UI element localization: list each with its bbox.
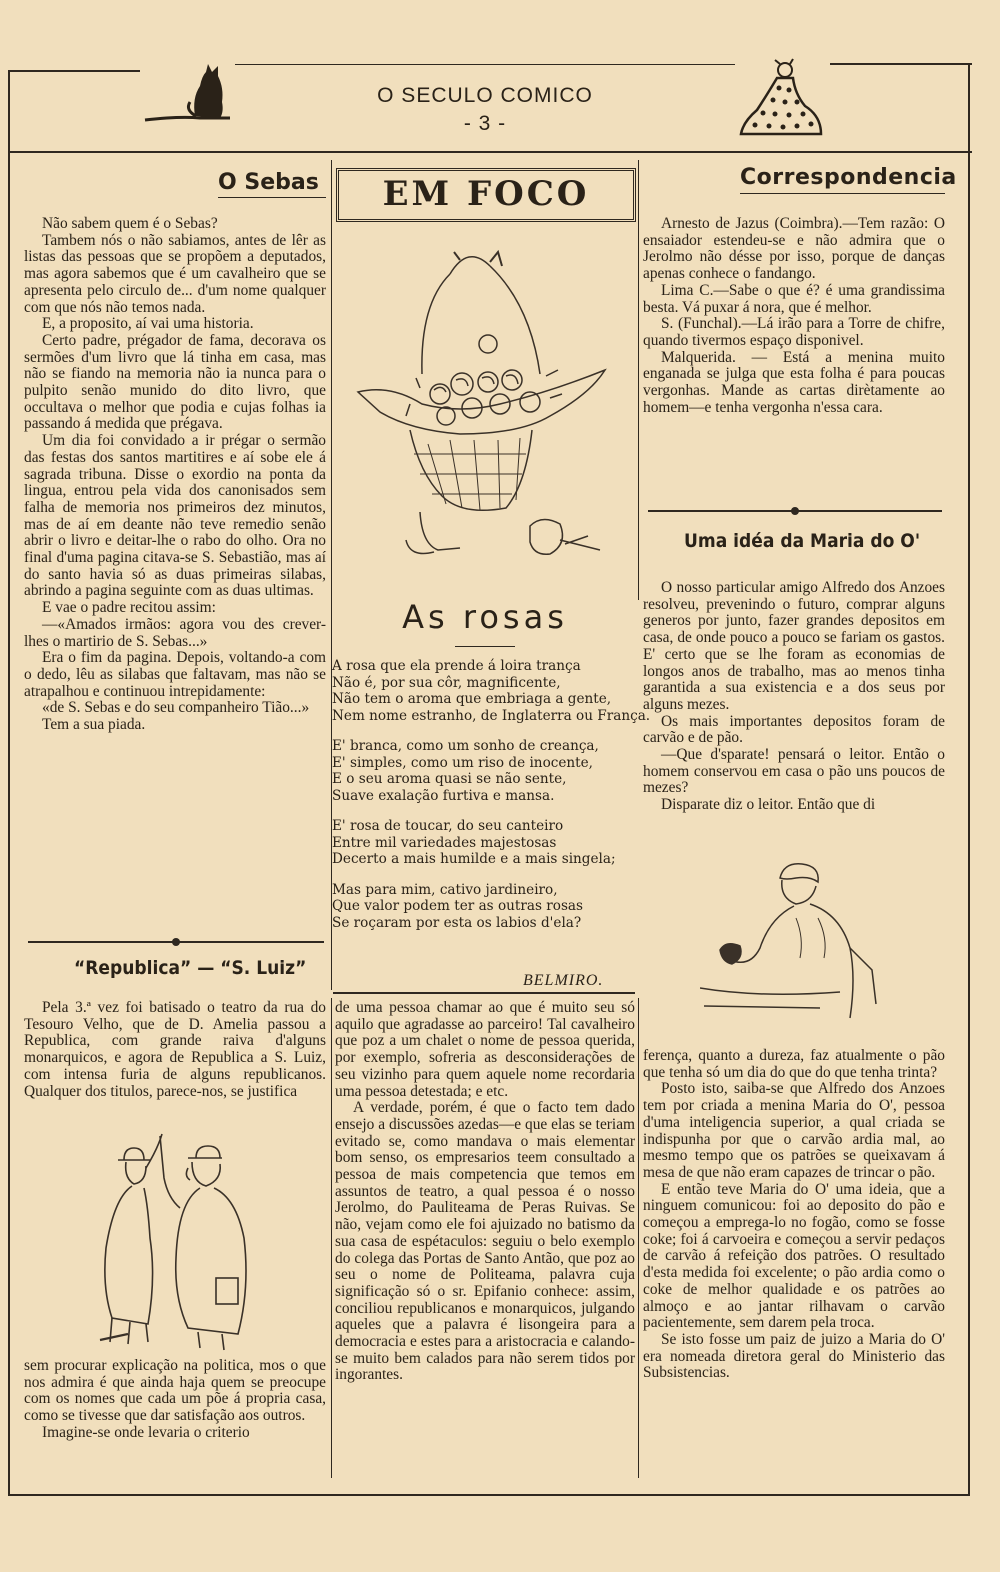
poem-line: A rosa que ela prende á loira trança (332, 658, 581, 674)
maria-paragraph: ferença, quanto a dureza, faz atualmente o pão que tenha só um dia do que do que tenha trinta? (643, 1047, 945, 1081)
correspondencia-item: S. (Funchal).—Lá irão para a Torre de chifre, quando tivermos espaço disponivel. (643, 315, 945, 349)
sebas-title-underline (218, 197, 326, 198)
maria-paragraph: E então teve Maria do O' uma ideia, que a ninguem comunicou: foi ao deposito do pão e começou a emprega-lo no fogão, como se fosse coke; foi á carvoeira e começou a servir pedaços de carvão á refeição dos patrões. O resultado d'esta medida foi excelente; o pão ardia como o coke de melhor qualidade e os patrões ao almoço e ao jantar rilhavam o carvão pacientemente, sem darem pela troca. (643, 1180, 945, 1332)
republica-paragraph: sem procurar explicação na politica, mos o que nos admira é que ainda haja quem se preocupe com os nomes que cada um põe á propria casa, como se tivesse que dar satisfação aos outros. (24, 1357, 326, 1425)
poem (332, 658, 651, 945)
masthead-title: O SECULO COMICO (377, 84, 593, 107)
sebas-paragraph: Um dia foi convidado a ir prégar o sermão das festas dos santos martitires e aí sobe ele á sagrada tribuna. Disse o exordio na ponta da lingua, entrou pela vida dos canonisados sem falha de memoria nos primeiros dez minutos, mas de aí em deante não teve remedio senão abrir o livro e deitar-lhe o rabo do olho. Ora no final d'uma pagina citava-se S. Sebastião, mas aí do santo havia só as duas primeiras silabas, abrindo a pagina seguinte com as duas ultimas. (24, 432, 326, 600)
republica-article-col2 (335, 1000, 635, 1384)
republica-article-bottom (24, 1358, 326, 1442)
page-number: - 3 - (463, 112, 507, 135)
frame-bottom (8, 1494, 970, 1496)
maria-paragraph: Disparate diz o leitor. Então que di (661, 796, 876, 814)
column-rule-2 (638, 160, 639, 600)
sebas-article (24, 216, 326, 734)
sebas-paragraph: Não sabem quem é o Sebas? (42, 215, 218, 232)
poem-line: Suave exalação furtiva e mansa. (332, 787, 555, 804)
poem-title: As rosas (402, 598, 568, 636)
header-rule-right (830, 63, 972, 65)
poem-line: Nem nome estranho, de Inglaterra ou França. (332, 707, 651, 724)
republica-title: “Republica” — “S. Luiz” (74, 957, 307, 979)
poem-line: E' rosa de toucar, do seu canteiro (332, 818, 564, 834)
republica-article-top (24, 1000, 326, 1100)
maria-article-bottom (643, 1048, 945, 1382)
correspondencia-underline (740, 193, 945, 194)
poem-line: E o seu aroma quasi se não sente, (332, 771, 567, 787)
poem-line: Que valor podem ter as outras rosas (332, 898, 584, 914)
correspondencia-item: Lima C.—Sabe o que é? é uma grandissima besta. Vá puxar á nora, que é melhor. (643, 281, 945, 316)
two-gentlemen-illustration (88, 1128, 288, 1353)
column-rule-3 (331, 998, 332, 1478)
maria-paragraph: —Que d'sparate! pensará o leitor. Então o homem conservou em casa o pão uns poucos de mezes? (643, 746, 945, 797)
masthead (330, 82, 640, 138)
maid-at-stove-illustration (700, 858, 910, 1023)
sebas-paragraph: Era o fim da pagina. Depois, voltando-a com o dedo, lêu as silabas que faltavam, mas não se atrapalhou e continuou intrepidamente: (24, 649, 326, 700)
sebas-paragraph: Certo padre, prégador de fama, decorava os sermões d'um livro que lá tinha em casa, mas não se fiando na memoria não ia nunca para o pulpito senão munido do dito livro, que occultava o melhor que podia e cujas folhas ia passando á medida que prégava. (24, 331, 326, 433)
poem-stanza (332, 738, 632, 804)
republica-paragraph: Imagine-se onde levaria o criterio (42, 1423, 250, 1441)
poem-bottom-rule (333, 992, 635, 994)
poem-line: Mas para mim, cativo jardineiro, (332, 881, 558, 898)
header-rule-middle (235, 64, 735, 65)
poem-title-rule (455, 646, 515, 647)
em-foco-title: EM FOCO (382, 174, 590, 214)
sebas-paragraph: Tem a sua piada. (42, 716, 146, 734)
poem-line: Se roçaram por esta os labios d'ela? (332, 914, 582, 931)
section-separator (648, 508, 942, 514)
section-separator (28, 939, 324, 945)
maria-paragraph: Os mais importantes depositos foram de carvão e de pão. (643, 712, 945, 747)
maria-paragraph: Posto isto, saiba-se que Alfredo dos Anzoes tem por criada a menina Maria do O', pessoa d'uma inteligencia superior, a qual criada se indispunha por que o carvão ardia mal, ao mesmo tempo que os patrões se queixavam á mesa de que não eram capazes de trincar o pão. (643, 1080, 945, 1181)
maria-title: Uma idéa da Maria do O' (684, 530, 921, 552)
poem-stanza (332, 818, 632, 868)
sebas-paragraph: E, a proposito, aí vai uma historia. (42, 315, 254, 333)
poem-line: Não tem o aroma que embriaga a gente, (332, 691, 612, 707)
sebas-title: O Sebas (218, 170, 319, 195)
rose-basket-illustration (350, 244, 620, 564)
poem-stanza (332, 658, 651, 724)
poem-line: E' simples, como um riso de inocente, (332, 754, 593, 771)
polka-dot-figure-icon (735, 58, 830, 140)
poem-line: Decerto a mais humilde e a mais singela; (332, 851, 616, 867)
sebas-paragraph: —«Amados irmãos: agora vou des crever-lhes o martirio de S. Sebas...» (24, 615, 326, 650)
republica-paragraph: de uma pessoa chamar ao que é muito seu só aquilo que agradasse ao parceiro! Tal cavalheiro que poz a um chalet o nome de pessoa querida, por exemplo, sofreria as desconsiderações de seu vizinho para quem aquele nome recordaria uma pessoa detestada; e etc. (335, 999, 635, 1100)
maria-paragraph: O nosso particular amigo Alfredo dos Anzoes resolveu, prevenindo o futuro, comprar alguns generos por junto, fazer grandes depositos em casa, de onde pouco a pouco se fariam os gastos. E' certo que se lhe foram as economias de longos anos de trabalho, mas ao menos tinha garantida a sua existencia e a dos seus por alguns mezes. (643, 579, 945, 713)
correspondencia-title: Correspondencia (740, 165, 957, 190)
correspondencia-column (643, 216, 945, 416)
poem-line: E' branca, como um sonho de creança, (332, 738, 599, 754)
frame-right (968, 64, 970, 1494)
header-rule-left (8, 70, 140, 72)
em-foco-banner (336, 168, 636, 222)
poem-line: Não é, por sua côr, magnificente, (332, 674, 561, 691)
poem-line: Entre mil variedades majestosas (332, 834, 557, 851)
maria-paragraph: Se isto fosse um paiz de juizo a Maria do O' era nomeada diretora geral do Ministerio das Subsistencias. (643, 1330, 945, 1382)
correspondencia-item: Malquerida. — Está a menina muito enganada se julga que esta folha é para poucas vergonhas. Mande as cartas dirètamente ao homem—e tenha vergonha n'essa cara. (643, 348, 945, 416)
sebas-paragraph: E vae o padre recitou assim: (42, 599, 216, 617)
sebas-paragraph: «de S. Sebas e do seu companheiro Tião...» (42, 699, 310, 717)
column-rule-4 (638, 998, 639, 1478)
poem-author: BELMIRO. (523, 972, 604, 989)
poem-stanza (332, 882, 632, 932)
sebas-paragraph: Tambem nós o não sabiamos, antes de lêr as listas das pessoas que se propõem a deputados, mas agora sabemos que é um cavalheiro que se apresenta pelo circulo de... d'um nome qualquer com que nós não temos nada. (24, 231, 326, 316)
republica-paragraph: Pela 3.ª vez foi batisado o teatro da rua do Tesouro Velho, que de D. Amelia passou a Republica, com grande raiva d'alguns monarquicos, e agora de Republica a S. Luiz, com intensa furia de alguns republicanos. Qualquer dos titulos, parece-nos, se justifica (24, 999, 326, 1100)
maria-article-top (643, 580, 945, 814)
frame-left (8, 70, 10, 1495)
cat-ornament-icon (140, 58, 235, 123)
header-rule-bottom (8, 151, 972, 153)
correspondencia-item: Arnesto de Jazus (Coimbra).—Tem razão: O ensaiador estendeu-se e não admira que o Jerolmo não désse por isso, porque de danças apenas conhece o fandango. (643, 215, 945, 283)
republica-paragraph: A verdade, porém, é que o facto tem dado ensejo a discussões azedas—e que elas se teriam evitado se, como mandava o mais elementar bom senso, os empresarios teem consultado a pessoa de mais competencia que temos em assuntos de teatro, a qual pessoa é o nosso Jerolmo, do Pauliteama de Peras Ruivas. Se não, vejam como ele foi ajuizado no batismo da sua casa de espétaculos: seguiu o belo exemplo do colega das Portas de Santo Antão, que poz ao seu o nome de Politeama, palavra cuja significação só o sr. Epifanio conhece: assim, conciliou republicanos e monarquicos, julgando aqueles que a palavra é lisongeira para a democracia e estes para a aristocracia e calando-se muito bem calados para não serem tidos por ingorantes. (335, 1099, 635, 1384)
